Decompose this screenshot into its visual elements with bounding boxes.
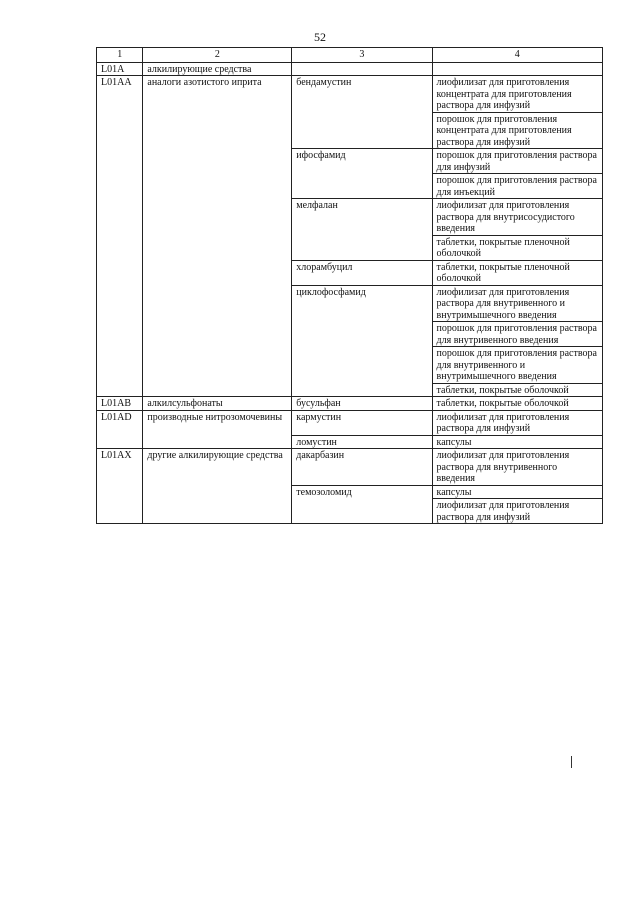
group-cell: производные нитрозомочевины: [143, 410, 292, 449]
form-cell: порошок для приготовления раствора для внутривенного введения: [432, 322, 602, 347]
table-header-row: [97, 48, 603, 63]
form-cell: капсулы: [432, 485, 602, 499]
form-cell: лиофилизат для приготовления раствора для инфузий: [432, 499, 602, 524]
drug-cell: бендамустин: [292, 76, 432, 149]
form-cell: таблетки, покрытые пленочной оболочкой: [432, 260, 602, 285]
column-header-2: 2: [143, 48, 292, 63]
group-cell: алкилсульфонаты: [143, 397, 292, 411]
form-cell: лиофилизат для приготовления концентрата для приготовления раствора для инфузий: [432, 76, 602, 113]
atc-code-cell: L01AD: [97, 410, 143, 449]
form-cell: таблетки, покрытые пленочной оболочкой: [432, 235, 602, 260]
form-cell: лиофилизат для приготовления раствора для инфузий: [432, 410, 602, 435]
group-cell: алкилирующие средства: [143, 62, 292, 76]
drug-cell: циклофосфамид: [292, 285, 432, 397]
drug-cell: хлорамбуцил: [292, 260, 432, 285]
atc-code-cell: L01AX: [97, 449, 143, 524]
group-cell: другие алкилирующие средства: [143, 449, 292, 524]
page-number: 52: [314, 30, 326, 44]
drug-cell: дакарбазин: [292, 449, 432, 486]
drug-cell: мелфалан: [292, 199, 432, 261]
drug-cell: кармустин: [292, 410, 432, 435]
table-row: [97, 410, 603, 435]
form-cell: таблетки, покрытые оболочкой: [432, 397, 602, 411]
atc-code-cell: L01A: [97, 62, 143, 76]
form-cell: порошок для приготовления раствора для внутривенного и внутримышечного введения: [432, 347, 602, 384]
column-header-1: 1: [97, 48, 143, 63]
table-row: [97, 62, 603, 76]
form-cell: лиофилизат для приготовления раствора для внутрисосудистого введения: [432, 199, 602, 236]
table-row: [97, 449, 603, 486]
atc-code-cell: L01AB: [97, 397, 143, 411]
group-cell: аналоги азотистого иприта: [143, 76, 292, 397]
drug-cell: темозоломид: [292, 485, 432, 524]
drug-cell: ломустин: [292, 435, 432, 449]
drug-cell: ифосфамид: [292, 149, 432, 199]
table-row: [97, 76, 603, 113]
form-cell: [432, 62, 602, 76]
margin-mark: [571, 756, 572, 768]
drug-cell: [292, 62, 432, 76]
drug-classification-table: [96, 47, 603, 524]
form-cell: капсулы: [432, 435, 602, 449]
drug-cell: бусульфан: [292, 397, 432, 411]
column-header-4: 4: [432, 48, 602, 63]
form-cell: лиофилизат для приготовления раствора для внутривенного и внутримышечного введения: [432, 285, 602, 322]
form-cell: порошок для приготовления концентрата для приготовления раствора для инфузий: [432, 112, 602, 149]
atc-code-cell: L01AA: [97, 76, 143, 397]
form-cell: таблетки, покрытые оболочкой: [432, 383, 602, 397]
form-cell: порошок для приготовления раствора для инфузий: [432, 149, 602, 174]
form-cell: порошок для приготовления раствора для инъекций: [432, 174, 602, 199]
form-cell: лиофилизат для приготовления раствора для внутривенного введения: [432, 449, 602, 486]
table-row: [97, 397, 603, 411]
column-header-3: 3: [292, 48, 432, 63]
